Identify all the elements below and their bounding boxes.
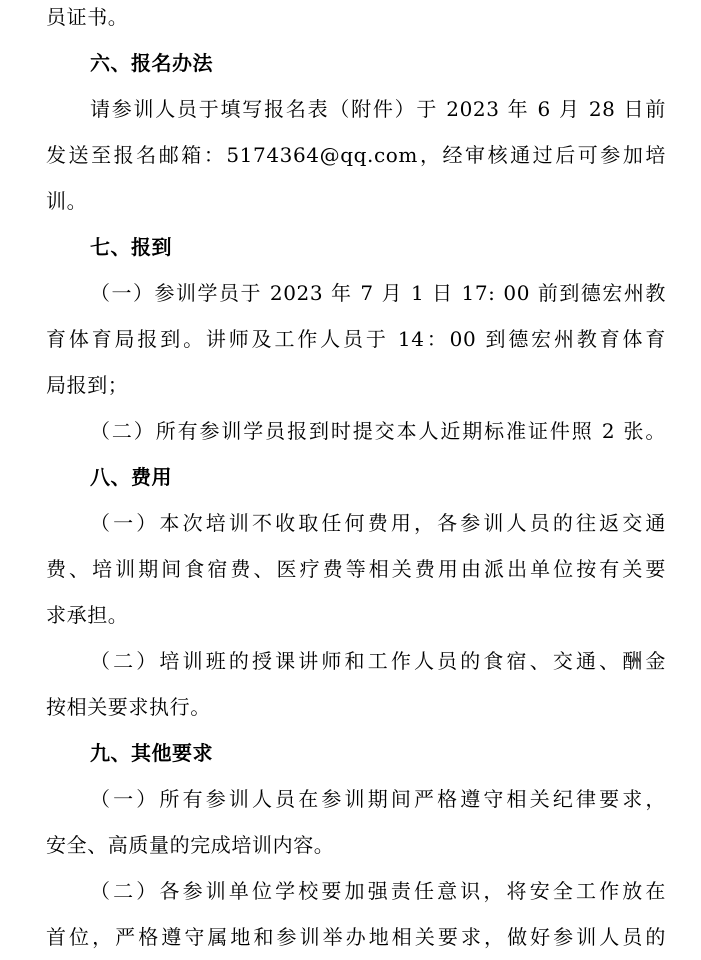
paragraph-line: 发送至报名邮箱：5174364@qq.com，经审核通过后可参加培 [46,143,666,167]
section-heading: 七、报到 [90,235,172,259]
section-heading: 六、报名办法 [90,51,213,75]
paragraph-first-line: （二）所有参训学员报到时提交本人近期标准证件照 2 张。 [90,419,666,443]
paragraph-line: 安全、高质量的完成培训内容。 [46,833,335,857]
paragraph-line: 首位，严格遵守属地和参训举办地相关要求，做好参训人员的 [46,925,666,949]
paragraph-line: 按相关要求执行。 [46,695,211,719]
paragraph-first-line: （二）培训班的授课讲师和工作人员的食宿、交通、酬金 [90,649,666,673]
section-heading: 八、费用 [90,465,172,489]
paragraph-line: 育体育局报到。讲师及工作人员于 14：00 到德宏州教育体育 [46,327,666,351]
paragraph-first-line: （一）所有参训人员在参训期间严格遵守相关纪律要求， [90,787,666,811]
paragraph-line: 员证书。 [46,5,129,29]
paragraph-first-line: 请参训人员于填写报名表（附件）于 2023 年 6 月 28 日前 [90,97,666,121]
paragraph-line: 费、培训期间食宿费、医疗费等相关费用由派出单位按有关要 [46,557,666,581]
paragraph-line: 局报到； [46,373,129,397]
paragraph-first-line: （一）参训学员于 2023 年 7 月 1 日 17: 00 前到德宏州教 [90,281,666,305]
paragraph-line: 训。 [46,189,88,213]
paragraph-first-line: （二）各参训单位学校要加强责任意识，将安全工作放在 [90,879,666,903]
section-heading: 九、其他要求 [90,741,213,765]
paragraph-line: 求承担。 [46,603,129,627]
document-page [46,0,666,960]
paragraph-first-line: （一）本次培训不收取任何费用，各参训人员的往返交通 [90,511,666,535]
